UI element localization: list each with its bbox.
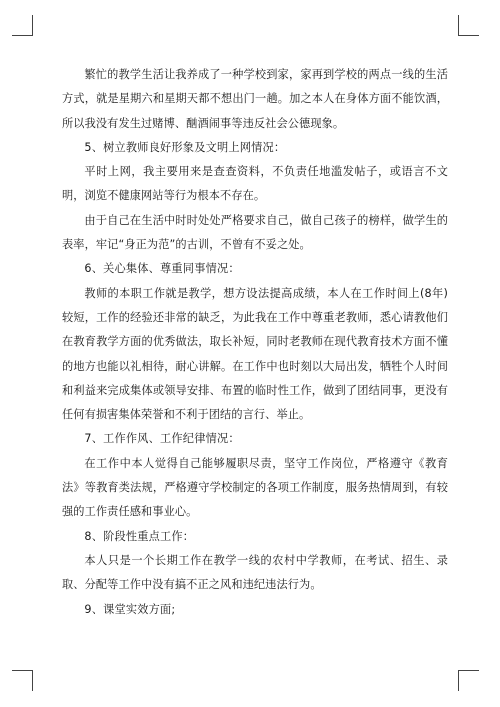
crop-mark-bottom-right [458, 670, 479, 691]
paragraph-internet-use: 平时上网，我主要用来是查查资料，不负责任地滥发帖子，或语言不文明，浏览不健康网站等行为根本不存在。 [62, 165, 448, 203]
section-heading-7: 7、工作作风、工作纪律情况： [84, 432, 240, 446]
section-heading-9: 9、课堂实效方面; [84, 602, 176, 616]
paragraph-key-work: 本人只是一个长期工作在教学一线的农村中学教师，在考试、招生、录取、分配等工作中没有搞不正之风和违纪违法行为。 [62, 553, 448, 592]
crop-mark-top-right [458, 15, 479, 36]
paragraph-role-model: 由于自己在生活中时时处处严格要求自己，做自己孩子的榜样，做学生的表率，牢记“身正为范”的古训，不曾有不妥之处。 [62, 213, 448, 252]
paragraph-work-discipline: 在工作中本人觉得自己能够履职尽责，坚守工作岗位，严格遵守《教育法》等教育类法规，严格遵守学校制定的各项工作制度，服务热情周到，有较强的工作责任感和事业心。 [62, 456, 448, 519]
section-heading-8: 8、阶段性重点工作： [84, 529, 195, 543]
paragraph-lifestyle: 繁忙的教学生活让我养成了一种学校到家，家再到学校的两点一线的生活方式，就是星期六和星期天都不想出门一趟。加之本人在身体方面不能饮酒，所以我没有发生过赌博、酗酒闹事等违反社会公德现象。 [62, 68, 448, 130]
paragraph-colleagues: 教师的本职工作就是教学，想方设法提高成绩，本人在工作时间上(8年)较短，工作的经验还非常的缺乏，为此我在工作中尊重老教师，悉心请教他们在教育教学方面的优秀做法，取长补短，同时老教师在现代教育技术方面不懂的地方也能以礼相待，耐心讲解。在工作中也时刻以大局出发，牺牲个人时间和利益来完成集体或领导安排、布置的临时性工作，做到了团结同事，更没有任何有损害集体荣誉和不利于团结的言行、举止。 [62, 286, 448, 422]
crop-mark-bottom-left [12, 670, 33, 691]
section-heading-5: 5、树立教师良好形象及文明上网情况： [84, 140, 286, 154]
section-heading-6: 6、关心集体、尊重同事情况： [84, 262, 240, 276]
document-body [62, 63, 448, 622]
crop-mark-top-left [12, 15, 33, 36]
